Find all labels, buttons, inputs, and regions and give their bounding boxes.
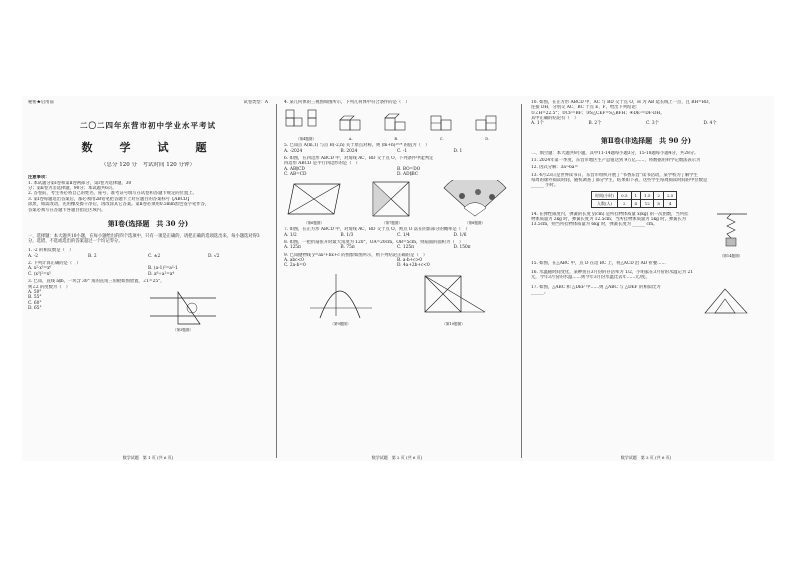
option: D. √2 [208,253,220,259]
option [472,112,502,141]
table-header: 2.5 [663,191,676,199]
table-row [592,191,677,199]
question-4-options [328,112,510,141]
question-1: 1. -2 的相反数是（ ） [28,248,74,254]
question-8-options [284,245,510,250]
page-footer: 数学试题 第 3 页 (共 6 页) [620,455,672,460]
column-divider [276,104,277,458]
option: A. AB∥CD [284,166,305,172]
question-13-cont: 每周的课外阅读时间，随机调查了部分学生，结果如下表，这些学生每周阅读时间的中位数是 [531,177,708,183]
question-2-options [28,272,268,277]
option-label: C. [439,136,444,141]
option: A. 50° [28,289,42,295]
figure-caption: （第9题图） [330,322,351,327]
question-6-options [284,172,510,177]
quadrilateral-figure [284,180,344,218]
square-figure [369,180,415,218]
subject-title: 数 学 试 题 [81,140,215,154]
option-label: A. [348,136,353,141]
figure-10 [419,272,489,327]
part1-title: 第Ⅰ卷(选择题 共 30 分) [107,219,189,228]
page-1 [28,100,268,460]
option: D. 1 [453,148,463,154]
question-4: 4. 某几何体的三视图如图所示，下列几何体中符合条件的是（ ） [284,100,410,105]
question-10-options [531,121,761,126]
question-14-block [531,212,761,259]
option: A. -2024 [284,148,303,154]
option: B. 1/3 [340,232,354,238]
question-13-cont: ______ 小时。 [531,183,559,189]
cube-solid-icon [427,112,457,134]
option: D. 150π [453,245,471,251]
option: A. 1个 [531,121,544,127]
question-5: 5. 已知点 A(m,1) 与点 B(-2,n) 关于原点对称，则 (m+n)²⁰²⁴ 的值为（ ） [284,143,430,149]
option: B. 2024 [340,148,358,154]
question-3: 3. 已知，直线 a∥b，一块含 30° 角的直角三角板如图放置，∠1=25°， [28,279,165,285]
question-15: 15. 如图，在△ABC 中，点 D 在边 BC 上，将△ACD 沿 AD 折叠…… [531,260,666,266]
question-17-text [531,285,701,315]
option: C. ±2 [148,253,161,259]
question-3-body [28,290,268,333]
page-2 [284,100,510,460]
figures-6-7-8 [284,180,510,225]
figure-caption: （第6题图） [303,220,325,225]
option: A. 125π [284,245,301,251]
question-12: 12. 因式分解：3a²-6a= [531,165,579,171]
option: C. AB=CD [284,172,307,177]
option: D. AD∥BC [397,172,419,177]
part1-instructions: 一、选择题：本大题共10小题，在每小题给出的四个选项中，只有一项是正确的，请把正确的选项选出来，每小题选对得3分，选错、不选或选出的答案超过一个均记零分。 [28,233,260,244]
option: A. 1/2 [284,232,297,238]
question-3-cont: 则∠2 的度数为（ ） [28,284,71,290]
column-divider [521,104,522,458]
option: B. 55° [28,295,42,301]
cube-solid-icon [381,112,411,134]
question-16: 16. 水温随时间变化，某种鱼在3月份的存活率为 1/2，小明家在3月份的水温记为 21 [531,269,693,275]
note-line: 1. 本试题分第Ⅰ卷和第Ⅱ卷两部分，第Ⅰ卷为选择题，30 [28,180,132,186]
option: B. (a-1)²=a²-1 [148,266,178,272]
option: B. BO=DO [397,166,421,172]
figure-caption: （第8题图） [464,220,486,225]
figure-caption: （第4题图） [295,136,317,141]
figure-4 [284,108,328,141]
note-line: 答案必须写在答题卡各题目指定区域内。 [28,207,106,213]
option [336,112,366,141]
question-6: 6. 如图，在四边形 ABCD 中，对角线 AC、BD 交于点 O，下列条件中能判定 [284,155,434,161]
option: D. 65° [28,305,42,311]
option: C. 1/4 [397,232,410,238]
question-2: 2. 下列计算正确的是（ ） [28,261,81,267]
note-line: 3. 第Ⅰ卷每题选出答案后，都必须用2B铅笔把答题卡上对应题目的答案标号【ABCD】 [28,196,192,202]
option: B. 2 [88,253,97,259]
question-6-cont: 四边形 ABCD 是平行四边形的是（ ） [284,161,360,167]
option: D. a⁶÷a²=a⁴ [148,271,175,277]
question-14: 14. 在弹性限度内，弹簧的长度 y(cm) 是所挂物体质量 x(kg) 的一次函数，当所挂 [531,211,689,217]
option: C. 2a-b=0 [284,263,306,269]
note-line: 涂黑，如需改动，先用橡皮擦干净后，再改涂其它答案。第Ⅱ卷必须用0.5mm黑色签字笔作答， [28,202,210,208]
notes-title: 注意事项： [28,175,50,181]
figure-caption: （第10题图） [442,322,465,327]
page-footer: 数学试题 第 1 页 (共 6 页) [122,455,174,460]
square-diagonal-figure [419,272,489,320]
figure-14 [711,212,751,259]
question-10-cont: 其中正确的结论有（ ） [531,116,579,122]
table-cell: 人数(人) [592,199,618,207]
page-1-header [28,100,268,105]
question-5-options [284,149,510,154]
table-header: 2 [654,191,664,199]
option: C. 125π [397,245,414,251]
option: A. abc<0 [284,258,304,263]
option: C. -1 [397,148,408,154]
three-view-figure [284,108,324,134]
figure-7 [369,180,415,225]
question-3-options [28,290,148,333]
score-info: （总分 120 分 考试时间 120 分钟） [101,162,195,169]
table-cell: 4 [631,199,641,207]
table-cell: 2 [618,199,631,207]
option: D. 1/6 [453,232,467,238]
parallel-lines-triangle-figure [148,290,218,326]
question-17-cont: ______。 [531,289,549,295]
cube-solid-icon [336,112,366,134]
table-header: 1 [631,191,641,199]
option-label: B. [394,136,399,141]
option [381,112,411,141]
figure-9 [306,272,376,327]
question-16-cont: 元，今年3月份的水温……则今年3月份水温比去年……元/度。 [531,275,650,281]
part2-title: 第Ⅱ卷(非选择题 共 90 分) [600,136,692,145]
cube-solid-icon [472,112,502,134]
note-line: 分；第Ⅱ卷为非选择题，90分；本试题共6页。 [28,186,117,192]
page-footer: 数学试题 第 2 页 (共 6 页) [371,455,423,460]
question-13: 13. 4月23日是世界读书日，东营市组织开展了“书香东营”读书活动，某学校为了解学生 [531,172,698,178]
figure-8 [440,180,510,225]
table-cell: 4 [663,199,676,207]
question-17-block [531,285,761,315]
question-7-options [284,233,510,238]
option: B. a-b+c>0 [397,258,422,263]
part2-instructions: 二、填空题：本大题共8小题，其中11-14题每小题3分，15-18题每小题4分，共28分。 [531,150,699,156]
secret-label: 秘密★启用前 [28,100,54,105]
option [427,112,457,141]
option: D. 4a+2b+c<0 [397,263,430,269]
paper-type: 试卷类型：A [243,100,268,105]
parabola-figure [306,272,376,320]
option: C. 60° [28,300,42,306]
figure-caption: （第7题图） [381,220,403,225]
option: C. (x³)²=x⁵ [28,271,51,277]
table-row [592,199,677,207]
figure-6 [284,180,344,225]
question-11: 11. 2024年第一季度，东营市地区生产总值达到 9万亿……，将数据用科学记数法表示为 [531,157,701,163]
exam-title: 二〇二四年东营市初中学业水平考试 [80,121,216,131]
question-14-text [531,212,711,259]
table-cell: 8 [654,199,664,207]
note-line: 2. 答卷前，考生务必将自己的姓名、座号、准考证号填写在试卷和答题卡规定的位置上。 [28,191,197,197]
figure-caption: （第14题图） [719,254,743,259]
option: B. 2个 [588,121,602,127]
table-header: 1.5 [641,191,654,199]
question-14-cont: 物体质量为 2kg 时，弹簧长度为 12.5cm；当所挂物体质量为 5kg 时，弹簧长为 [531,217,687,223]
question-10-cont: ①∠H=22.5°；②CF=BF；③S△CEF=S△BFH；④DE²=DF·DH。 [531,110,665,116]
table-cell: 12 [641,199,654,207]
option: C. 3个 [646,121,659,127]
figures-9-10 [284,272,510,327]
question-10: 10. 如图，在正方形 ABCD 中，AC 与 BD 交于点 O，H 为 AB 延长线上一点，且 BH=BD， [531,100,713,105]
question-4-figures [284,108,510,141]
option-label: D. [485,136,490,141]
figure-caption: （第3题图） [172,328,194,333]
reading-time-table [591,191,677,208]
question-9: 9. 已知抛物线 y=ax²+bx+c 的图象如图所示，则下列结论正确的是（ ） [284,252,428,258]
question-14-cont: 13.5cm，则当所挂物体质量为 6kg 时，弹簧长度为 ______ cm。 [531,222,658,228]
option: A. -2 [28,253,39,259]
table-header: 0.5 [618,191,631,199]
question-17: 17. 如图，△ABC 和 △DEF 中……则 △ABC 与 △DEF 的相似比为 [531,284,661,290]
page-3 [531,100,761,460]
option: B. 75π [340,245,355,251]
option: D. 4个 [703,121,717,127]
option: A. x²·x³=x⁶ [28,266,52,272]
spring-figure [711,212,751,252]
question-8: 8. 如图，一把折扇张开时最大角度为 120°，OA=20cm，OB=5cm，则扇面的面积为（ ） [284,239,464,245]
question-9-options [284,263,510,268]
question-10-cont: 连接 DH，分别交 AC、BC 于点 E、F，给出下列结论： [531,105,641,111]
question-7: 7. 如图，在正方形 ABCD 中，对角线 AC、BD 交于点 O，则点 O 落在阴影部分的概率是（ ） [284,227,470,233]
figure-3 [148,290,218,333]
similar-triangles-figure [701,285,751,315]
folding-fan-figure [440,180,510,218]
question-1-options [28,254,268,259]
table-header: 时间(小时) [592,191,618,199]
